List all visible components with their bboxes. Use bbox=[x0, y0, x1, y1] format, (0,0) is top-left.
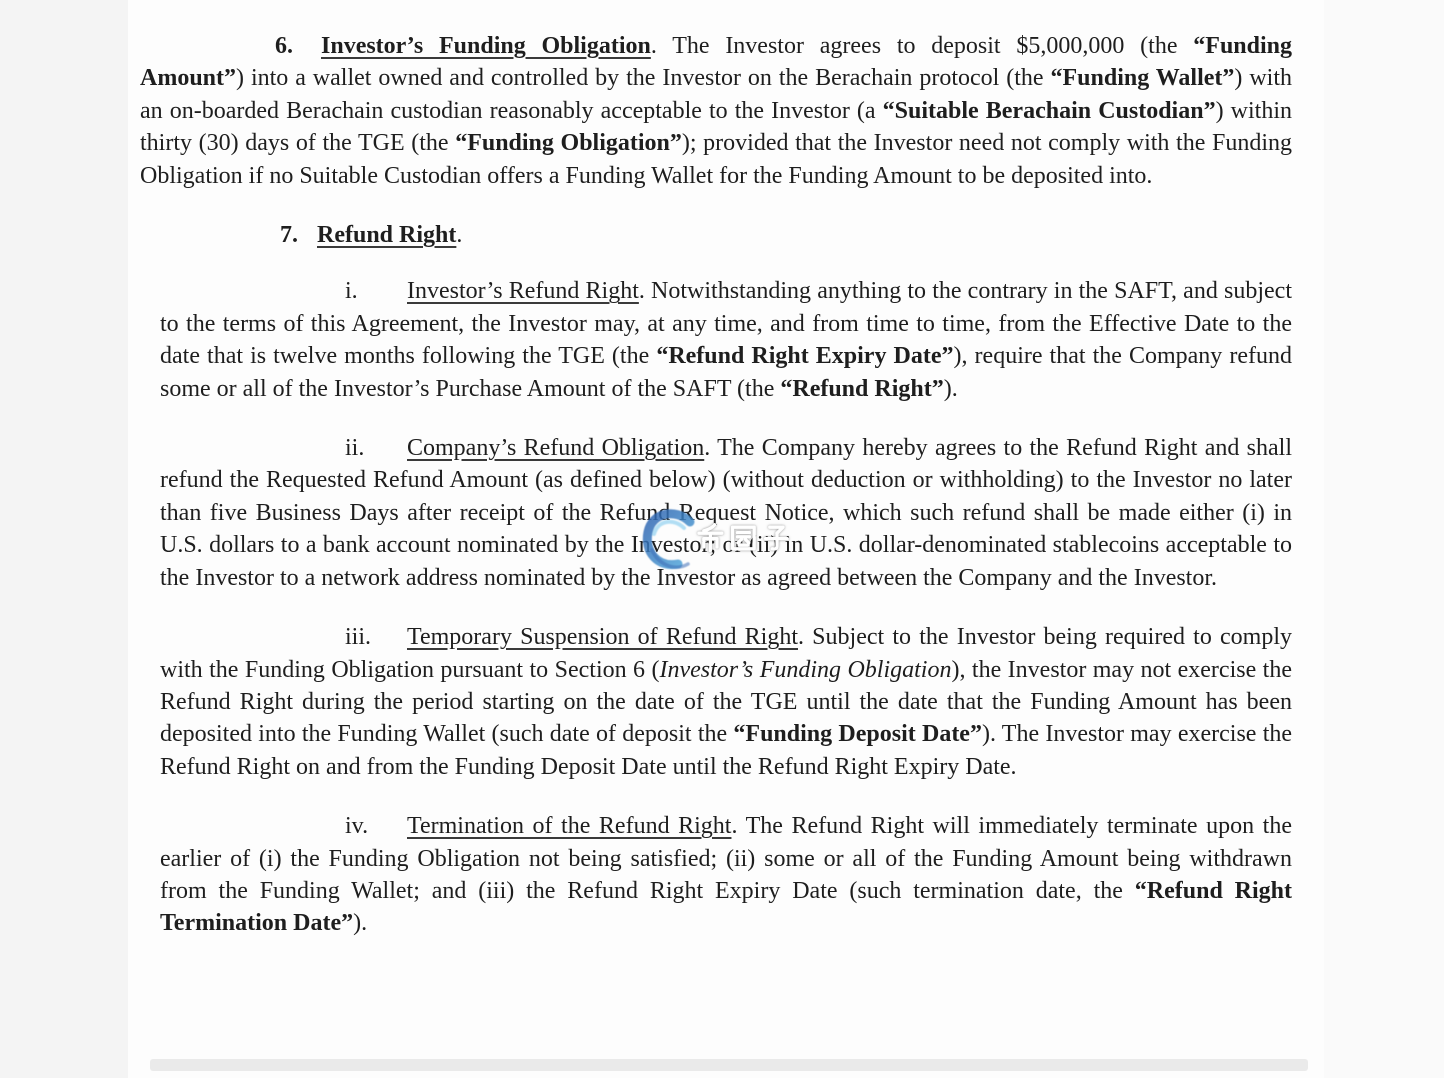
clause-number: 7. bbox=[280, 222, 298, 249]
text-run: ) within thirty (30) days of the TGE (the bbox=[140, 97, 1293, 157]
text-run: . The Refund Right will immediately terminate upon the earlier of (i) the Funding Obligation not being satisfied; (ii) some or all of the Funding Amount being withdrawn from the Funding Wallet; and (iii) the Refund Right Expiry Date (such termination date, the bbox=[160, 813, 1292, 904]
text-run: “Refund Right Expiry Date” bbox=[656, 343, 954, 370]
text-run: . Notwithstanding anything to the contrary in the SAFT, and subject to the terms of this Agreement, the Investor may, at any time, and from time to time, from the Effective Date to the date that is twelve months following the TGE (the bbox=[160, 278, 1292, 370]
section-7-refund-right-heading bbox=[140, 219, 1292, 251]
clause-number: ii. bbox=[345, 435, 365, 462]
clause-iii-temporary-suspension-of-refund-right bbox=[160, 621, 1292, 783]
text-run: “Funding Wallet” bbox=[1050, 65, 1235, 92]
clause-title: Investor’s Funding Obligation bbox=[321, 33, 651, 59]
text-run: ). bbox=[943, 375, 958, 402]
text-run: ); provided that the Investor need not comply with the Funding Obligation if no Suitable Custodian offers a Funding Wallet for the Funding Amount to be deposited into. bbox=[140, 130, 1293, 189]
clause-title: Investor’s Refund Right bbox=[407, 278, 639, 305]
clause-number: iii. bbox=[345, 624, 372, 651]
clause-number: 6. bbox=[275, 33, 293, 59]
text-run: . The Company hereby agrees to the Refund Right and shall refund the Requested Refund Amount (as defined below) (without deduction or withholding) to the Investor no later than five Business Days after receipt of the Refund Request Notice, which such refund shall be made either (i) in U.S. dollars to a bank account nominated by the Investor; or (ii) in U.S. dollar-denominated stablecoins acceptable to the Investor to a network address nominated by the Investor as agreed between the Company and the Investor. bbox=[160, 435, 1292, 591]
document-body bbox=[140, 30, 1292, 967]
text-run: ) into a wallet owned and controlled by the Investor on the Berachain protocol (the bbox=[236, 65, 1051, 92]
text-run: . bbox=[456, 222, 463, 249]
clause-title: Termination of the Refund Right bbox=[407, 813, 732, 840]
text-run: “Refund Right” bbox=[780, 375, 944, 402]
section-6-investors-funding-obligation bbox=[140, 30, 1292, 192]
text-run: “Suitable Berachain Custodian” bbox=[882, 97, 1216, 124]
clause-number: i. bbox=[345, 278, 358, 305]
text-run: “Funding Deposit Date” bbox=[733, 721, 982, 748]
text-run: Investor’s Funding Obligation bbox=[659, 656, 952, 683]
text-run: ), require that the Company refund some or all of the Investor’s Purchase Amount of the SAFT (the bbox=[160, 343, 1293, 402]
text-run: . Subject to the Investor being required to comply with the Funding Obligation pursuant to Section 6 ( bbox=[160, 624, 1292, 683]
clause-title: Refund Right bbox=[317, 222, 457, 249]
scan-artifact-line bbox=[150, 1059, 1308, 1071]
text-run: . The Investor agrees to deposit $5,000,000 (the bbox=[650, 33, 1194, 59]
text-run: ). The Investor may exercise the Refund Right on and from the Funding Deposit Date until the Refund Right Expiry Date. bbox=[160, 721, 1293, 780]
text-run: “Funding Amount” bbox=[140, 33, 1292, 92]
clause-number: iv. bbox=[345, 813, 369, 840]
clause-title: Temporary Suspension of Refund Right bbox=[407, 624, 798, 651]
text-run: ) with an on-boarded Berachain custodian reasonably acceptable to the Investor (a bbox=[140, 65, 1292, 124]
clause-title: Company’s Refund Obligation bbox=[407, 435, 705, 462]
paper-edge bbox=[1324, 0, 1444, 1078]
text-run: “Funding Obligation” bbox=[455, 130, 682, 157]
clause-iv-termination-of-the-refund-right bbox=[160, 810, 1292, 940]
clause-ii-companys-refund-obligation bbox=[160, 432, 1292, 594]
text-run: “Refund Right Termination Date” bbox=[160, 877, 1292, 937]
text-run: ), the Investor may not exercise the Refund Right during the period starting on the date of the TGE until the date that the Funding Amount has been deposited into the Funding Wallet (such date of deposit the bbox=[160, 656, 1293, 748]
text-run: ). bbox=[353, 910, 368, 937]
clause-i-investors-refund-right bbox=[160, 275, 1292, 405]
